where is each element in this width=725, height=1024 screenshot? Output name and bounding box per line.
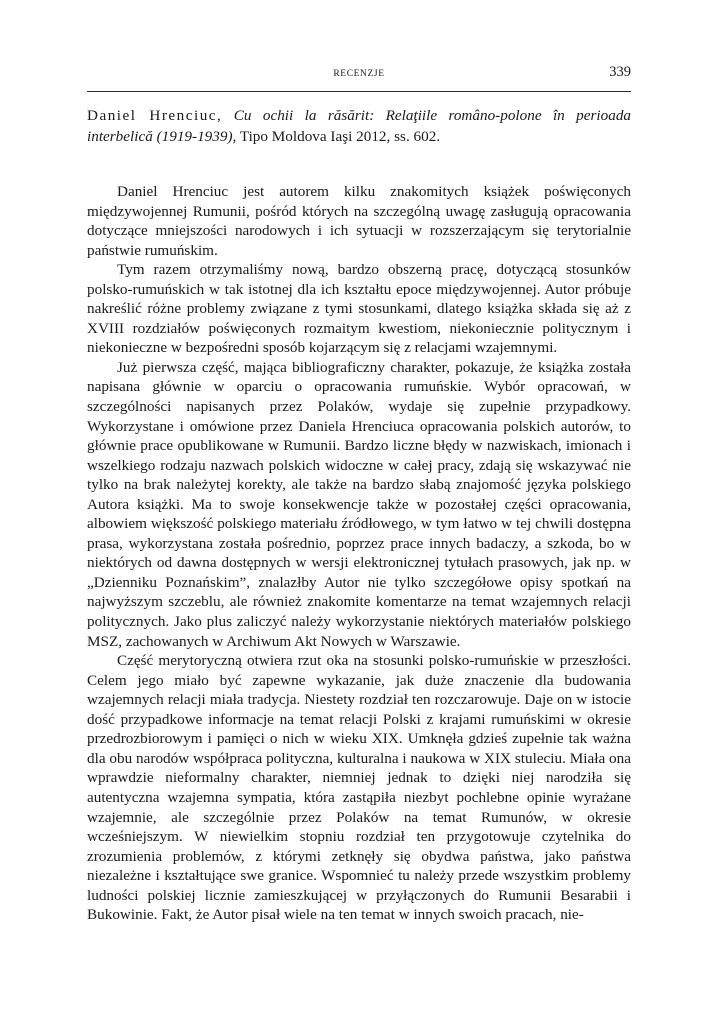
page bbox=[87, 0, 631, 1024]
paragraph: Daniel Hrenciuc jest autorem kilku znakomitych książek poświęconych międzywojennej Rumunii, pośród których na szczególną uwagę zasługują opracowania dotyczące mniejszości narodowych i ich sytuacji w rozszerzającym się terytorialnie państwie rumuńskim. bbox=[87, 183, 631, 259]
paragraph: Już pierwsza część, mająca bibliograficzny charakter, pokazuje, że książka została napisana głównie w oparciu o opracowania rumuńskie. Wybór opracowań, w szczególności napisanych przez Polaków, wydaje się zupełnie przypadkowy. Wykorzystane i omówione przez Daniela Hrenciuca opracowania polskich autorów, to głównie prace opublikowane w Rumunii. Bardzo liczne błędy w nazwiskach, imionach i wszelkiego rodzaju nazwach polskich widoczne w całej pracy, zdają się wskazywać nie tylko na brak należytej korekty, ale także na bardzo słabą znajomość języka polskiego Autora książki. Ma to swoje konsekwencje także w pozostałej części opracowania, albowiem większość polskiego materiału źródłowego, w tym łatwo w tej chwili dostępna prasa, wykorzystana została pośrednio, poprzez prace innych badaczy, a szkoda, bo w niektórych od dawna dostępnych w wersji elektronicznej tytułach prasowych, jak np. w „Dzienniku Poznańskim”, znalazłby Autor nie tylko szczegółowe opisy spotkań na najwyższym szczeblu, ale również znakomite komentarze na temat wzajemnych relacji politycznych. Jako plus zaliczyć należy wykorzystanie niektórych materiałów polskiego MSZ, zachowanych w Archiwum Akt Nowych w Warszawie. bbox=[87, 358, 631, 650]
running-head bbox=[87, 64, 631, 86]
book-citation bbox=[87, 106, 631, 147]
review-body bbox=[87, 182, 631, 925]
paragraph: Tym razem otrzymaliśmy nową, bardzo obszerną pracę, dotyczącą stosunków polsko-rumuńskich w tak istotnej dla ich kształtu epoce międzywojennej. Autor próbuje nakreślić różne problemy związane z tymi stosunkami, dlatego książka składa się aż z XVIII rozdziałów poświęconych rozmaitym kwestiom, niekoniecznie politycznym i niekonieczne w bezpośredni sposób kojarzącym się z relacjami wzajemnymi. bbox=[87, 261, 631, 357]
citation-author: Daniel Hrenciuc, bbox=[87, 107, 223, 124]
header-rule bbox=[87, 91, 631, 92]
citation-publisher: Tipo Moldova Iaşi 2012, ss. 602. bbox=[239, 127, 441, 145]
page-number: 339 bbox=[609, 64, 631, 80]
paragraph: Część merytoryczną otwiera rzut oka na stosunki polsko-rumuńskie w przeszłości. Celem jego miało być zapewne wykazanie, jak duże znaczenie dla budowania wzajemnych relacji miała tradycja. Niestety rozdział ten rozczarowuje. Daje on w istocie dość przypadkowe informacje na temat relacji Polski z krajami rumuńskimi w okresie przedrozbiorowym i pamięci o nich w wieku XIX. Umknęła gdzieś zupełnie tak ważna dla obu narodów współpraca polityczna, kulturalna i naukowa w XIX stuleciu. Miała ona wprawdzie nieformalny charakter, niemniej jednak to dzięki niej narodziła się autentyczna wzajemna sympatia, która zastąpiła niezbyt pochlebne opinie wyrażane wzajemnie, ale szczególnie przez Polaków na temat Rumunów, w okresie wcześniejszym. W niewielkim stopniu rozdział ten przygotowuje czytelnika do zrozumienia problemów, z którymi zetknęły się obydwa państwa, jako państwa niezależne i kształtujące swe granice. Wspomnieć tu należy przede wszystkim problemy ludności polskiej licznie zamieszkującej w przyłączonych do Rumunii Besarabii i Bukowinie. Fakt, że Autor pisał wiele na ten temat w innych swoich pracach, nie- bbox=[87, 652, 631, 924]
citation-title: Cu ochii la răsărit: Relaţiile româno-polone în perioada interbelică (1919-1939), bbox=[87, 107, 632, 145]
running-title: RECENZJE bbox=[333, 69, 385, 79]
